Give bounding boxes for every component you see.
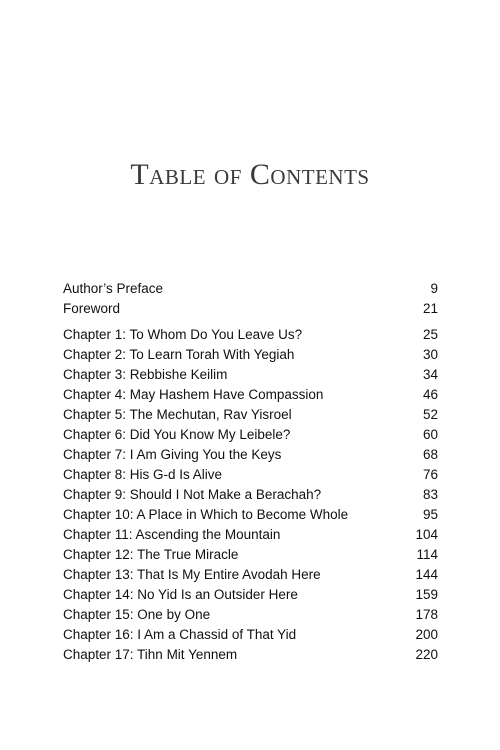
toc-entry-label: Chapter 2: To Learn Torah With Yegiah bbox=[63, 347, 295, 362]
toc-entry-label: Chapter 13: That Is My Entire Avodah Here bbox=[63, 567, 321, 582]
toc-entry-label: Chapter 12: The True Miracle bbox=[63, 547, 239, 562]
toc-entry-label: Chapter 5: The Mechutan, Rav Yisroel bbox=[63, 407, 292, 422]
toc-entry-label: Chapter 9: Should I Not Make a Berachah? bbox=[63, 487, 322, 502]
toc-entry-label: Foreword bbox=[63, 301, 121, 316]
toc-entry bbox=[63, 325, 438, 345]
toc-entry-page: 25 bbox=[422, 327, 438, 342]
toc-entry bbox=[63, 345, 438, 365]
toc-entry bbox=[63, 625, 438, 645]
toc-entry-page: 76 bbox=[422, 467, 438, 482]
toc-entry-label: Chapter 4: May Hashem Have Compassion bbox=[63, 387, 324, 402]
toc-entry bbox=[63, 445, 438, 465]
toc-entry-page: 178 bbox=[415, 607, 438, 622]
toc-entry bbox=[63, 279, 438, 299]
toc-entry-page: 34 bbox=[422, 367, 438, 382]
toc-entry bbox=[63, 299, 438, 319]
toc-entry bbox=[63, 645, 438, 665]
toc-entry bbox=[63, 425, 438, 445]
toc-entry bbox=[63, 545, 438, 565]
toc-entry-page: 46 bbox=[422, 387, 438, 402]
toc-entry-label: Chapter 1: To Whom Do You Leave Us? bbox=[63, 327, 303, 342]
toc-entry-label: Chapter 10: A Place in Which to Become Whole bbox=[63, 507, 349, 522]
toc-entry-page: 95 bbox=[422, 507, 438, 522]
toc-entry bbox=[63, 505, 438, 525]
toc-entry bbox=[63, 465, 438, 485]
toc-entry-label: Chapter 7: I Am Giving You the Keys bbox=[63, 447, 282, 462]
toc-entry-page: 200 bbox=[415, 627, 438, 642]
toc-entry-label: Chapter 17: Tihn Mit Yennem bbox=[63, 647, 238, 662]
toc-entry bbox=[63, 605, 438, 625]
toc-entry-label: Chapter 8: His G-d Is Alive bbox=[63, 467, 223, 482]
toc-entry-page: 9 bbox=[430, 281, 438, 296]
toc-entry-page: 159 bbox=[415, 587, 438, 602]
toc-entry-page: 30 bbox=[422, 347, 438, 362]
table-of-contents bbox=[63, 279, 438, 665]
toc-entry-label: Chapter 16: I Am a Chassid of That Yid bbox=[63, 627, 297, 642]
toc-entry bbox=[63, 405, 438, 425]
toc-entry bbox=[63, 365, 438, 385]
toc-entry-label: Author’s Preface bbox=[63, 281, 164, 296]
toc-entry-page: 144 bbox=[415, 567, 438, 582]
toc-entry-page: 21 bbox=[422, 301, 438, 316]
toc-entry-page: 68 bbox=[422, 447, 438, 462]
toc-entry-label: Chapter 11: Ascending the Mountain bbox=[63, 527, 281, 542]
toc-entry-page: 60 bbox=[422, 427, 438, 442]
toc-entry bbox=[63, 485, 438, 505]
toc-entry bbox=[63, 585, 438, 605]
toc-entry-page: 83 bbox=[422, 487, 438, 502]
page-title: Table of Contents bbox=[130, 158, 370, 191]
toc-entry-label: Chapter 3: Rebbishe Keilim bbox=[63, 367, 228, 382]
toc-entry bbox=[63, 565, 438, 585]
toc-entry bbox=[63, 385, 438, 405]
toc-entry bbox=[63, 525, 438, 545]
toc-entry-page: 104 bbox=[415, 527, 438, 542]
toc-entry-page: 114 bbox=[416, 547, 438, 562]
toc-entry-page: 220 bbox=[415, 647, 438, 662]
toc-entry-label: Chapter 6: Did You Know My Leibele? bbox=[63, 427, 291, 442]
toc-entry-label: Chapter 15: One by One bbox=[63, 607, 211, 622]
toc-entry-page: 52 bbox=[422, 407, 438, 422]
toc-entry-label: Chapter 14: No Yid Is an Outsider Here bbox=[63, 587, 298, 602]
